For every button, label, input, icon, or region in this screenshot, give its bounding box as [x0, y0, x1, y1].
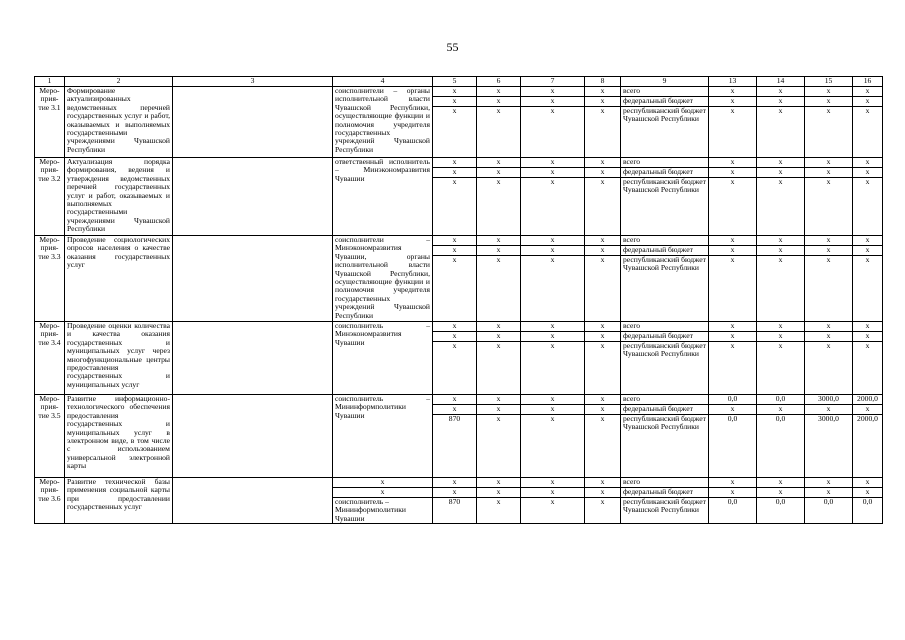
value-cell: x [477, 342, 521, 395]
table-row [35, 87, 883, 97]
value-cell: x [709, 107, 757, 158]
page-number: 55 [446, 40, 459, 54]
value-cell: x [585, 246, 621, 256]
value-cell: 0,0 [709, 395, 757, 405]
value-cell: x [757, 97, 805, 107]
value-cell: x [521, 332, 585, 342]
value-cell: x [521, 395, 585, 405]
value-cell: x [585, 488, 621, 498]
value-cell: 2000,0 [853, 415, 883, 478]
header-cell: 8 [585, 77, 621, 87]
value-cell: x [521, 322, 585, 332]
value-cell: x [805, 332, 853, 342]
value-cell: x [521, 478, 585, 488]
value-cell: x [709, 158, 757, 168]
value-cell: 0,0 [757, 395, 805, 405]
value-cell: x [433, 342, 477, 395]
column-3-cell [173, 236, 333, 322]
value-cell: x [433, 405, 477, 415]
table-row [35, 395, 883, 405]
value-cell: x [585, 158, 621, 168]
header-cell: 2 [65, 77, 173, 87]
value-cell: x [805, 97, 853, 107]
value-cell: x [709, 405, 757, 415]
value-cell: x [585, 256, 621, 322]
value-cell: x [805, 158, 853, 168]
value-cell: x [585, 332, 621, 342]
header-cell: 9 [621, 77, 709, 87]
value-cell: x [805, 342, 853, 395]
value-cell: x [521, 158, 585, 168]
value-cell: x [805, 246, 853, 256]
value-cell: 2000,0 [853, 395, 883, 405]
value-cell: x [585, 415, 621, 478]
executor-cell: ответственный исполнитель – Минэкономразвития Чувашии [333, 158, 433, 236]
value-cell: 870 [433, 415, 477, 478]
funding-source: федеральный бюджет [621, 97, 709, 107]
value-cell: x [477, 158, 521, 168]
value-cell: 0,0 [805, 498, 853, 524]
column-3-cell [173, 87, 333, 158]
value-cell: x [477, 498, 521, 524]
value-cell: x [709, 236, 757, 246]
header-row [35, 77, 883, 87]
value-cell: x [433, 395, 477, 405]
executor-cell: соисполнитель – Мининформполитики Чувашии [333, 395, 433, 478]
value-cell: x [433, 478, 477, 488]
table-row [35, 236, 883, 246]
value-cell: x [433, 322, 477, 332]
value-cell: x [433, 332, 477, 342]
value-cell: x [709, 488, 757, 498]
header-cell: 16 [853, 77, 883, 87]
value-cell: x [521, 415, 585, 478]
value-cell: x [853, 87, 883, 97]
funding-source: республиканский бюджет Чувашской Республики [621, 178, 709, 236]
event-name: Проведение оценки количества и качества оказания государственных и муниципальных услуг через многофункциональные центры предоставления государственных и муниципальных услуг [65, 322, 173, 395]
event-code: Меро- прия- тие 3.1 [35, 87, 65, 158]
value-cell: x [477, 236, 521, 246]
header-cell: 7 [521, 77, 585, 87]
value-cell: 0,0 [709, 415, 757, 478]
table-row [35, 478, 883, 488]
value-cell: x [853, 158, 883, 168]
value-cell: x [477, 256, 521, 322]
value-cell: x [805, 107, 853, 158]
value-cell: x [709, 332, 757, 342]
value-cell: x [757, 236, 805, 246]
value-cell: 3000,0 [805, 395, 853, 405]
funding-source: федеральный бюджет [621, 332, 709, 342]
event-code: Меро- прия- тие 3.5 [35, 395, 65, 478]
event-name: Формирование актуализированных ведомственных перечней государственных услуг и работ, оказываемых и выполняемых государственными учреждениями Чувашской Республики [65, 87, 173, 158]
value-cell: x [477, 97, 521, 107]
value-cell: x [521, 488, 585, 498]
column-3-cell [173, 395, 333, 478]
value-cell: x [853, 236, 883, 246]
value-cell: x [757, 256, 805, 322]
value-cell: x [853, 332, 883, 342]
event-code: Меро- прия- тие 3.2 [35, 158, 65, 236]
value-cell: 3000,0 [805, 415, 853, 478]
value-cell: x [433, 158, 477, 168]
value-cell: x [585, 236, 621, 246]
value-cell: x [757, 107, 805, 158]
value-cell: x [521, 256, 585, 322]
value-cell: x [757, 322, 805, 332]
value-cell: x [585, 498, 621, 524]
funding-source: республиканский бюджет Чувашской Республики [621, 415, 709, 478]
funding-source: всего [621, 158, 709, 168]
value-cell: x [709, 342, 757, 395]
value-cell: x [805, 488, 853, 498]
value-cell: 870 [433, 498, 477, 524]
value-cell: x [805, 478, 853, 488]
header-cell: 4 [333, 77, 433, 87]
event-code: Меро- прия- тие 3.6 [35, 478, 65, 524]
value-cell: x [521, 87, 585, 97]
funding-source: федеральный бюджет [621, 246, 709, 256]
value-cell: x [477, 107, 521, 158]
executor-cell: x [333, 478, 433, 488]
value-cell: x [477, 332, 521, 342]
value-cell: x [477, 405, 521, 415]
event-name: Проведение социологических опросов населения о качестве оказания государственных услуг [65, 236, 173, 322]
value-cell: x [433, 107, 477, 158]
value-cell: x [805, 87, 853, 97]
value-cell: x [805, 168, 853, 178]
value-cell: x [477, 395, 521, 405]
value-cell: x [585, 322, 621, 332]
value-cell: x [709, 178, 757, 236]
value-cell: 0,0 [853, 498, 883, 524]
value-cell: x [585, 97, 621, 107]
funding-source: федеральный бюджет [621, 168, 709, 178]
value-cell: x [521, 178, 585, 236]
value-cell: x [477, 87, 521, 97]
event-name: Актуализация порядка формирования, ведения и утверждения ведомственных перечней государственных услуг и работ, оказываемых и выполняемых государственными учреждениями Чувашской Республики [65, 158, 173, 236]
header-cell: 15 [805, 77, 853, 87]
header-cell: 14 [757, 77, 805, 87]
value-cell: x [477, 246, 521, 256]
value-cell: x [853, 97, 883, 107]
event-code: Меро- прия- тие 3.4 [35, 322, 65, 395]
value-cell: x [477, 415, 521, 478]
value-cell: x [477, 488, 521, 498]
value-cell: x [433, 178, 477, 236]
funding-source: федеральный бюджет [621, 488, 709, 498]
event-name: Развитие технической базы применения социальной карты при предоставлении государственных услуг [65, 478, 173, 524]
value-cell: x [853, 256, 883, 322]
value-cell: x [757, 178, 805, 236]
value-cell: x [477, 322, 521, 332]
value-cell: x [585, 342, 621, 395]
value-cell: x [757, 488, 805, 498]
value-cell: x [521, 498, 585, 524]
value-cell: x [757, 342, 805, 395]
funding-source: всего [621, 322, 709, 332]
value-cell: x [433, 488, 477, 498]
value-cell: x [805, 178, 853, 236]
funding-source: республиканский бюджет Чувашской Республики [621, 107, 709, 158]
column-3-cell [173, 322, 333, 395]
value-cell: x [709, 168, 757, 178]
header-cell: 1 [35, 77, 65, 87]
value-cell: x [709, 246, 757, 256]
column-3-cell [173, 158, 333, 236]
value-cell: x [853, 168, 883, 178]
table-row [35, 158, 883, 168]
executor-cell: соисполнитель – Минэкономразвития Чувашии [333, 322, 433, 395]
value-cell: x [853, 178, 883, 236]
executor-cell: соисполнители – органы исполнительной власти Чувашской Республики, осуществляющие функции и полномочия учредителя государственных учреждений Чувашской Республики [333, 87, 433, 158]
value-cell: 0,0 [709, 498, 757, 524]
value-cell: x [433, 246, 477, 256]
value-cell: x [521, 342, 585, 395]
value-cell: x [805, 322, 853, 332]
executor-cell: соисполнитель – Мининформполитики Чувашии [333, 498, 433, 524]
funding-source: всего [621, 395, 709, 405]
header-cell: 5 [433, 77, 477, 87]
value-cell: x [757, 478, 805, 488]
value-cell: x [433, 87, 477, 97]
value-cell: x [805, 236, 853, 246]
value-cell: x [521, 107, 585, 158]
funding-source: всего [621, 87, 709, 97]
value-cell: x [585, 107, 621, 158]
value-cell: x [585, 178, 621, 236]
event-code: Меро- прия- тие 3.3 [35, 236, 65, 322]
value-cell: x [477, 168, 521, 178]
executor-cell: x [333, 488, 433, 498]
value-cell: x [853, 488, 883, 498]
value-cell: x [709, 87, 757, 97]
value-cell: 0,0 [757, 415, 805, 478]
event-name: Развитие информационно-технологического обеспечения предоставления государственных и муниципальных услуг в электронном виде, в том числе с использованием универсальной электронной карты [65, 395, 173, 478]
value-cell: x [477, 478, 521, 488]
value-cell: x [853, 478, 883, 488]
value-cell: x [521, 246, 585, 256]
funding-source: всего [621, 478, 709, 488]
value-cell: x [521, 97, 585, 107]
value-cell: x [853, 342, 883, 395]
value-cell: x [433, 168, 477, 178]
value-cell: x [757, 87, 805, 97]
value-cell: x [757, 246, 805, 256]
column-3-cell [173, 478, 333, 524]
funding-source: всего [621, 236, 709, 246]
value-cell: x [585, 87, 621, 97]
table-row [35, 322, 883, 332]
value-cell: x [433, 97, 477, 107]
value-cell: x [585, 405, 621, 415]
value-cell: x [709, 256, 757, 322]
value-cell: x [853, 322, 883, 332]
header-cell: 6 [477, 77, 521, 87]
value-cell: x [585, 395, 621, 405]
value-cell: x [521, 168, 585, 178]
value-cell: x [433, 256, 477, 322]
value-cell: x [709, 478, 757, 488]
header-cell: 13 [709, 77, 757, 87]
value-cell: 0,0 [757, 498, 805, 524]
value-cell: x [805, 405, 853, 415]
funding-source: федеральный бюджет [621, 405, 709, 415]
value-cell: x [585, 478, 621, 488]
funding-source: республиканский бюджет Чувашской Республики [621, 498, 709, 524]
program-table [34, 76, 883, 524]
value-cell: x [521, 405, 585, 415]
value-cell: x [521, 236, 585, 246]
value-cell: x [757, 158, 805, 168]
value-cell: x [477, 178, 521, 236]
value-cell: x [757, 405, 805, 415]
value-cell: x [585, 168, 621, 178]
funding-source: республиканский бюджет Чувашской Республики [621, 256, 709, 322]
value-cell: x [433, 236, 477, 246]
value-cell: x [709, 97, 757, 107]
value-cell: x [805, 256, 853, 322]
value-cell: x [853, 405, 883, 415]
funding-source: республиканский бюджет Чувашской Республики [621, 342, 709, 395]
executor-cell: соисполнители – Минэкономразвития Чувашии, органы исполнительной власти Чувашской Республики, осуществляющие функции и полномочия учредителя государственных учреждений Чувашской Республики [333, 236, 433, 322]
value-cell: x [853, 107, 883, 158]
value-cell: x [709, 322, 757, 332]
header-cell: 3 [173, 77, 333, 87]
value-cell: x [757, 332, 805, 342]
value-cell: x [757, 168, 805, 178]
value-cell: x [853, 246, 883, 256]
